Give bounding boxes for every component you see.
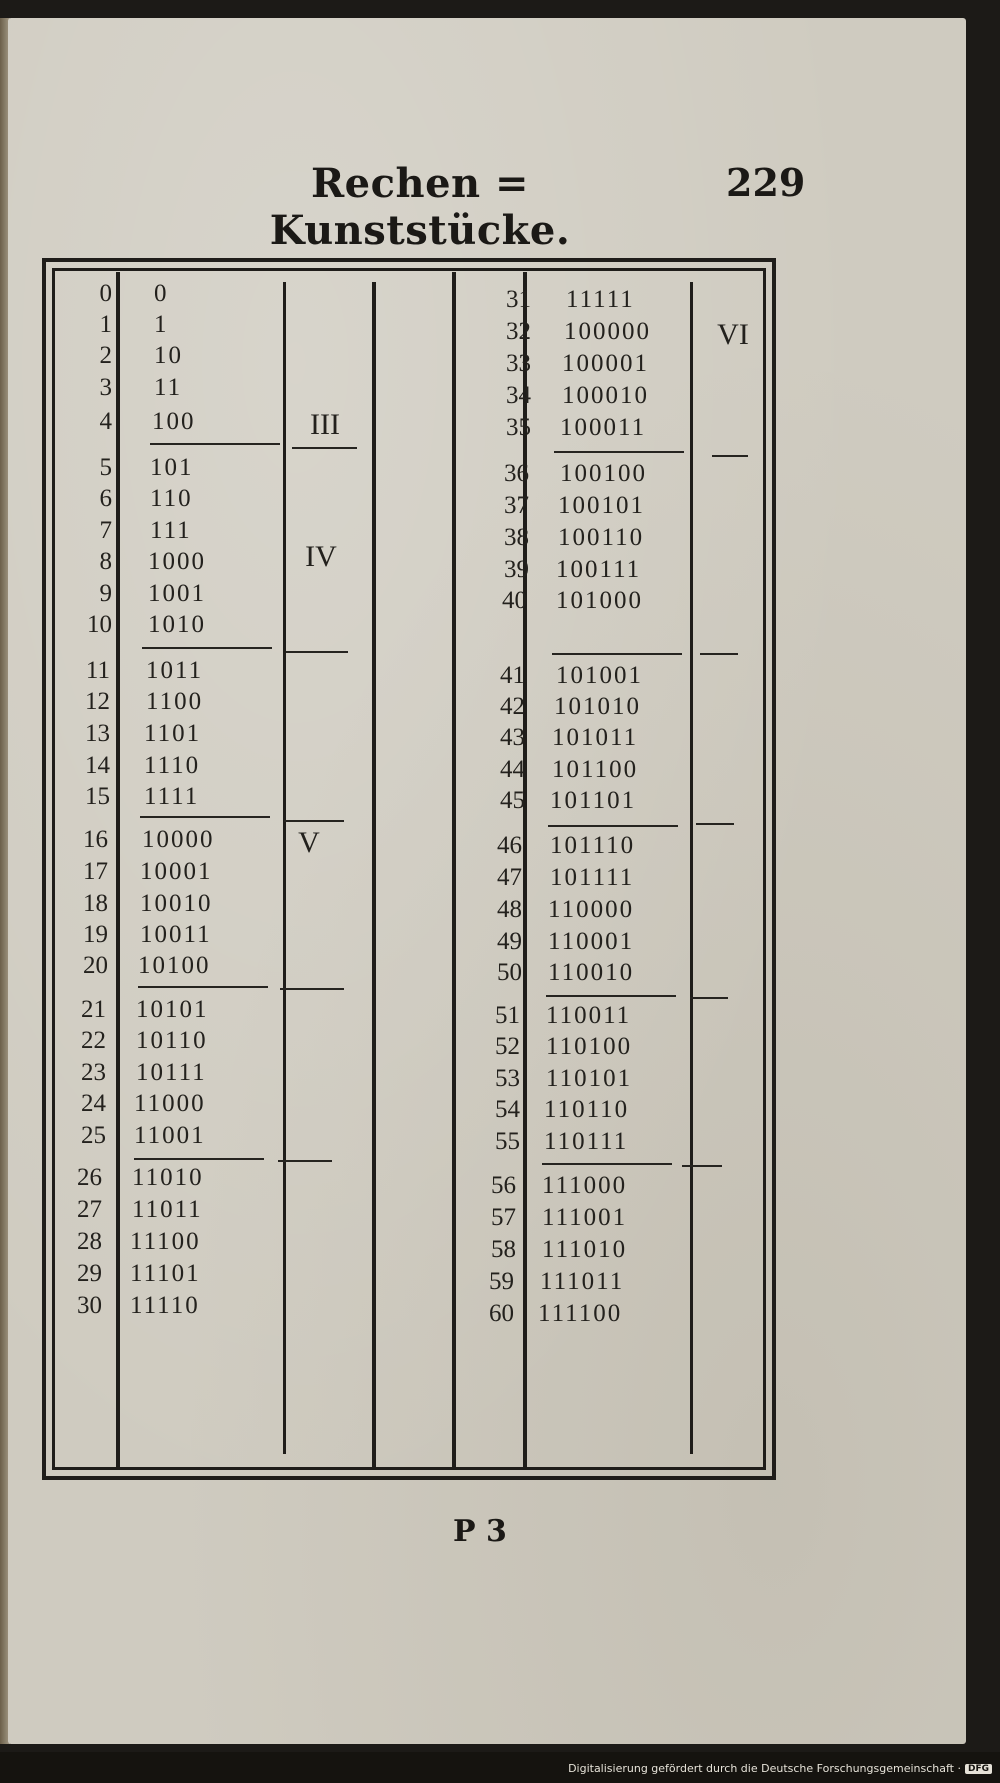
binary-value: 111000 bbox=[542, 1172, 628, 1199]
group-label-iv: IV bbox=[305, 540, 337, 573]
binary-value: 1011 bbox=[146, 657, 204, 684]
decimal-number: 21 bbox=[81, 996, 106, 1023]
group-separator bbox=[278, 1160, 332, 1162]
binary-value: 101 bbox=[150, 454, 194, 481]
group-separator bbox=[700, 653, 738, 655]
group-separator bbox=[140, 816, 270, 818]
group-separator bbox=[690, 997, 728, 999]
group-label-v: V bbox=[298, 826, 320, 859]
decimal-number: 18 bbox=[83, 890, 108, 917]
rule-left-bin-divider bbox=[283, 282, 286, 1454]
group-separator bbox=[286, 651, 348, 653]
decimal-number: 39 bbox=[504, 556, 529, 583]
binary-value: 111011 bbox=[540, 1268, 625, 1295]
decimal-number: 1 bbox=[99, 311, 112, 338]
group-separator bbox=[134, 1158, 264, 1160]
binary-value: 10010 bbox=[140, 890, 213, 917]
binary-value: 1010 bbox=[148, 611, 206, 638]
group-separator bbox=[280, 988, 344, 990]
decimal-number: 31 bbox=[506, 286, 531, 313]
rule-left-group-divider bbox=[372, 282, 376, 1468]
binary-value: 100010 bbox=[562, 382, 649, 409]
rule-right-num-divider bbox=[523, 272, 527, 1468]
decimal-number: 51 bbox=[495, 1002, 520, 1029]
group-separator bbox=[554, 451, 684, 453]
binary-value: 100001 bbox=[562, 350, 649, 377]
group-separator bbox=[292, 447, 357, 449]
binary-value: 100011 bbox=[560, 414, 647, 441]
binary-value: 11101 bbox=[130, 1260, 201, 1287]
binary-value: 100000 bbox=[564, 318, 651, 345]
decimal-number: 56 bbox=[491, 1172, 516, 1199]
binary-value: 1101 bbox=[144, 720, 202, 747]
group-separator bbox=[138, 986, 268, 988]
group-separator bbox=[552, 653, 682, 655]
decimal-number: 12 bbox=[85, 688, 110, 715]
binary-value: 100101 bbox=[558, 492, 645, 519]
group-separator bbox=[546, 995, 676, 997]
binary-value: 101000 bbox=[556, 587, 643, 614]
decimal-number: 13 bbox=[85, 720, 110, 747]
binary-value: 100111 bbox=[556, 556, 642, 583]
decimal-number: 11 bbox=[85, 657, 110, 684]
decimal-number: 24 bbox=[81, 1090, 106, 1117]
binary-value: 11100 bbox=[130, 1228, 201, 1255]
binary-value: 11110 bbox=[130, 1292, 200, 1319]
decimal-number: 35 bbox=[506, 414, 531, 441]
group-separator bbox=[284, 820, 344, 822]
decimal-number: 34 bbox=[506, 382, 531, 409]
binary-value: 1111 bbox=[144, 783, 200, 810]
group-separator bbox=[696, 823, 734, 825]
binary-value: 1000 bbox=[148, 548, 206, 575]
running-head bbox=[0, 160, 1000, 254]
decimal-number: 8 bbox=[99, 548, 112, 575]
rule-right-bin-divider bbox=[690, 282, 693, 1454]
group-label-vi: VI bbox=[717, 318, 749, 351]
decimal-number: 40 bbox=[502, 587, 527, 614]
decimal-number: 50 bbox=[497, 959, 522, 986]
binary-value: 10110 bbox=[136, 1027, 208, 1054]
page-title: Rechen = Kunststücke. bbox=[269, 160, 571, 254]
decimal-number: 48 bbox=[497, 896, 522, 923]
decimal-number: 2 bbox=[99, 342, 112, 369]
binary-value: 10001 bbox=[140, 858, 213, 885]
rule-left-num-divider bbox=[116, 272, 120, 1468]
decimal-number: 19 bbox=[83, 921, 108, 948]
group-separator bbox=[142, 647, 272, 649]
decimal-number: 53 bbox=[495, 1065, 520, 1092]
binary-value: 1001 bbox=[148, 580, 206, 607]
binary-value: 110000 bbox=[548, 896, 635, 923]
decimal-number: 30 bbox=[77, 1292, 102, 1319]
binary-value: 10011 bbox=[140, 921, 212, 948]
binary-value: 111 bbox=[150, 517, 192, 544]
group-separator bbox=[682, 1165, 722, 1167]
binary-value: 100110 bbox=[558, 524, 645, 551]
decimal-number: 17 bbox=[83, 858, 108, 885]
decimal-number: 49 bbox=[497, 928, 522, 955]
binary-value: 111001 bbox=[542, 1204, 628, 1231]
group-separator bbox=[712, 455, 748, 457]
decimal-number: 58 bbox=[491, 1236, 516, 1263]
decimal-number: 4 bbox=[99, 408, 112, 435]
binary-value: 100100 bbox=[560, 460, 647, 487]
decimal-number: 26 bbox=[77, 1164, 102, 1191]
decimal-number: 15 bbox=[85, 783, 110, 810]
decimal-number: 7 bbox=[99, 517, 112, 544]
group-label-iii: III bbox=[310, 408, 340, 441]
binary-value: 110101 bbox=[546, 1065, 633, 1092]
binary-value: 11010 bbox=[132, 1164, 204, 1191]
decimal-number: 59 bbox=[489, 1268, 514, 1295]
binary-value: 1100 bbox=[146, 688, 204, 715]
page-number: 229 bbox=[726, 160, 806, 205]
decimal-number: 47 bbox=[497, 864, 522, 891]
decimal-number: 32 bbox=[506, 318, 531, 345]
decimal-number: 0 bbox=[99, 280, 112, 307]
binary-value: 10111 bbox=[136, 1059, 207, 1086]
binary-value: 10101 bbox=[136, 996, 209, 1023]
group-separator bbox=[150, 443, 280, 445]
decimal-number: 3 bbox=[99, 374, 112, 401]
binary-value: 111100 bbox=[538, 1300, 623, 1327]
decimal-number: 52 bbox=[495, 1033, 520, 1060]
binary-value: 10 bbox=[154, 342, 183, 369]
binary-value: 100 bbox=[152, 408, 196, 435]
binary-value: 101101 bbox=[550, 787, 637, 814]
decimal-number: 54 bbox=[495, 1096, 520, 1123]
decimal-number: 45 bbox=[500, 787, 525, 814]
decimal-number: 27 bbox=[77, 1196, 102, 1223]
binary-value: 110111 bbox=[544, 1128, 629, 1155]
decimal-number: 55 bbox=[495, 1128, 520, 1155]
decimal-number: 41 bbox=[500, 662, 525, 689]
decimal-number: 43 bbox=[500, 724, 525, 751]
binary-value: 10000 bbox=[142, 826, 215, 853]
decimal-number: 6 bbox=[99, 485, 112, 512]
decimal-number: 22 bbox=[81, 1027, 106, 1054]
decimal-number: 42 bbox=[500, 693, 525, 720]
decimal-number: 20 bbox=[83, 952, 108, 979]
binary-value: 101011 bbox=[552, 724, 639, 751]
binary-value: 101100 bbox=[552, 756, 639, 783]
group-separator bbox=[548, 825, 678, 827]
binary-value: 110011 bbox=[546, 1002, 632, 1029]
decimal-number: 9 bbox=[99, 580, 112, 607]
decimal-number: 28 bbox=[77, 1228, 102, 1255]
binary-value: 111010 bbox=[542, 1236, 628, 1263]
decimal-number: 44 bbox=[500, 756, 525, 783]
decimal-number: 33 bbox=[506, 350, 531, 377]
decimal-number: 5 bbox=[99, 454, 112, 481]
binary-value: 11 bbox=[154, 374, 183, 401]
decimal-number: 25 bbox=[81, 1122, 106, 1149]
decimal-number: 46 bbox=[497, 832, 522, 859]
binary-value: 110100 bbox=[546, 1033, 633, 1060]
binary-value: 110010 bbox=[548, 959, 635, 986]
binary-value: 11000 bbox=[134, 1090, 206, 1117]
group-separator bbox=[542, 1163, 672, 1165]
binary-value: 11001 bbox=[134, 1122, 206, 1149]
dfg-logo-icon: DFG bbox=[965, 1764, 992, 1774]
decimal-number: 37 bbox=[504, 492, 529, 519]
binary-value: 101110 bbox=[550, 832, 636, 859]
binary-value: 101010 bbox=[554, 693, 641, 720]
binary-value: 0 bbox=[154, 280, 169, 307]
binary-value: 11011 bbox=[132, 1196, 203, 1223]
rule-center-left bbox=[452, 272, 456, 1468]
decimal-number: 10 bbox=[87, 611, 112, 638]
binary-value: 101001 bbox=[556, 662, 643, 689]
binary-value: 110110 bbox=[544, 1096, 630, 1123]
binary-value: 10100 bbox=[138, 952, 211, 979]
binary-value: 1110 bbox=[144, 752, 201, 779]
signature-mark: P 3 bbox=[453, 1514, 507, 1549]
binary-value: 110 bbox=[150, 485, 193, 512]
decimal-number: 57 bbox=[491, 1204, 516, 1231]
binary-value: 110001 bbox=[548, 928, 635, 955]
credit-text: Digitalisierung gefördert durch die Deutsche Forschungsgemeinschaft · bbox=[568, 1762, 961, 1775]
decimal-number: 16 bbox=[83, 826, 108, 853]
decimal-number: 23 bbox=[81, 1059, 106, 1086]
binary-value: 11111 bbox=[566, 286, 635, 313]
digitization-credit bbox=[568, 1762, 992, 1775]
binary-value: 1 bbox=[154, 311, 169, 338]
decimal-number: 29 bbox=[77, 1260, 102, 1287]
decimal-number: 60 bbox=[489, 1300, 514, 1327]
decimal-number: 38 bbox=[504, 524, 529, 551]
decimal-number: 36 bbox=[504, 460, 529, 487]
binary-value: 101111 bbox=[550, 864, 635, 891]
decimal-number: 14 bbox=[85, 752, 110, 779]
